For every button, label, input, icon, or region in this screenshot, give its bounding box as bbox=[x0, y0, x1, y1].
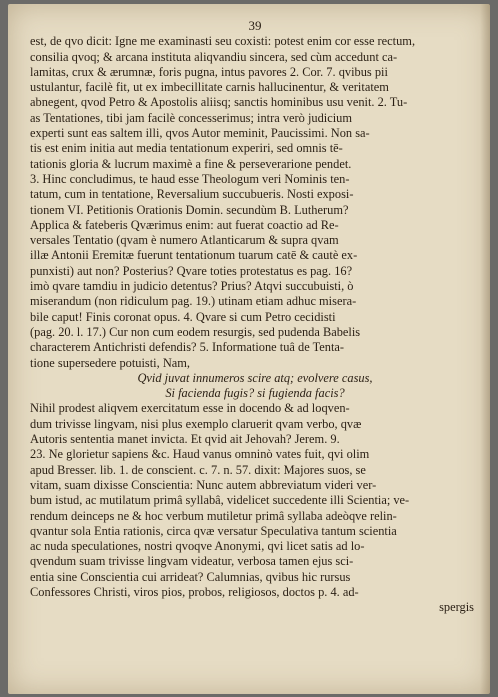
page-text-block bbox=[30, 18, 480, 616]
catchword: spergis bbox=[439, 600, 474, 615]
text-line: illæ Antonii Eremitæ fuerunt tentationum tuarum catē & cautè ex- bbox=[30, 248, 358, 263]
text-line: Si facienda fugis? si fugienda facis? bbox=[165, 386, 345, 401]
text-line: entia sine Conscientia cui arrideat? Calumnias, qvibus hic rursus bbox=[30, 569, 351, 584]
page-number: 39 bbox=[248, 18, 262, 33]
text-line: bile caput! Finis coronat opus. 4. Qvare si cum Petro cecidisti bbox=[30, 309, 336, 324]
book-page bbox=[8, 4, 490, 694]
text-line: ac nuda speculationes, nostri qvoqve Anonymi, qvi licet satis ad lo- bbox=[30, 539, 365, 554]
text-line: Qvid juvat innumeros scire atq; evolvere casus, bbox=[137, 370, 373, 385]
text-line: rendum deinceps ne & hoc verbum mutiletur primâ syllaba adeòqve relin- bbox=[30, 508, 397, 523]
text-line: 3. Hinc concludimus, te haud esse Theologum veri Nominis ten- bbox=[30, 171, 350, 186]
text-line: punxisti) aut non? Posterius? Qvare toties protestatus es pag. 16? bbox=[30, 263, 353, 278]
text-line: experti sunt eas saltem illi, qvos Autor meminit, Paucissimi. Non sa- bbox=[30, 126, 370, 141]
text-line: (pag. 20. l. 17.) Cur non cum eodem resurgis, sed pudenda Babelis bbox=[30, 324, 361, 339]
text-line: apud Bresser. lib. 1. de conscient. c. 7. n. 57. dixit: Majores suos, se bbox=[30, 462, 366, 477]
text-line: characterem Antichristi defendis? 5. Informatione tuâ de Tenta- bbox=[30, 340, 345, 355]
text-line: imò qvare tamdiu in judicio detentus? Prius? Atqvi succubuisti, ò bbox=[30, 279, 354, 294]
text-line: bum istud, ac mutilatum primâ syllabâ, videlicet succedente illi Scientia; ve- bbox=[30, 493, 410, 508]
text-line: dum trivisse lingvam, nisi plus exemplo claruerit qvam verbo, qvæ bbox=[30, 416, 362, 431]
text-line: qvantur sola Entia rationis, circa qvæ versatur Speculativa tantum scientia bbox=[30, 523, 397, 538]
text-line: tis est enim initia aut media tentationum experiri, sed omnis tē- bbox=[30, 141, 343, 156]
body-paragraph-1 bbox=[30, 34, 480, 371]
body-paragraph-2 bbox=[30, 401, 480, 600]
text-line: 23. Ne glorietur sapiens &c. Haud vanus omninò vates fuit, qvi olim bbox=[30, 447, 370, 462]
text-line: Applica & fateberis Qværimus enim: aut fuerat coactio ad Re- bbox=[30, 217, 339, 232]
text-line: qvendum suam trivisse lingvam videatur, verbosa tamen ejus sci- bbox=[30, 554, 354, 569]
text-line: consilia qvoq; & arcana instituta aliqvandiu sincera, sed cùm accedunt ca- bbox=[30, 49, 398, 64]
text-line: tionem VI. Petitionis Orationis Domin. secundùm B. Lutherum? bbox=[30, 202, 349, 217]
verse-quotation bbox=[30, 371, 480, 402]
text-line: vitam, suam dixisse Conscientia: Nunc autem abbreviatum videri ver- bbox=[30, 477, 377, 492]
text-line: abnegent, qvod Petro & Apostolis aliisq; sanctis hominibus usu venit. 2. Tu- bbox=[30, 95, 408, 110]
text-line: ustulantur, facilè fit, ut ex imbecillitate carnis hallucinentur, & veritatem bbox=[30, 80, 389, 95]
text-line: Nihil prodest aliqvem exercitatum esse in docendo & ad loqven- bbox=[30, 401, 350, 416]
text-line: tationis gloria & lucrum maximè a fine & perseverarione pendet. bbox=[30, 156, 352, 171]
text-line: Confessores Christi, viros pios, probos, religiosos, doctos p. 4. ad- bbox=[30, 584, 359, 599]
text-line: est, de qvo dicit: Igne me examinasti seu coxisti: potest enim cor esse rectum, bbox=[30, 34, 416, 49]
text-line: Autoris sententia manet invicta. Et qvid ait Jehovah? Jerem. 9. bbox=[30, 432, 340, 447]
text-line: tatum, cum in tentatione, Reversalium succubueris. Nosti exposi- bbox=[30, 187, 354, 202]
page-edge-shadow bbox=[480, 4, 490, 694]
text-line: versales Tentatio (qvam è numero Atlanticarum & supra qvam bbox=[30, 233, 339, 248]
text-line: as Tentationes, tibi jam facilè concesserimus; intra verò judicium bbox=[30, 110, 352, 125]
text-line: lamitas, crux & ærumnæ, foris pugna, intus pavores 2. Cor. 7. qvibus pii bbox=[30, 64, 388, 79]
text-line: miserandum (non ridiculum pag. 19.) utinam etiam adhuc misera- bbox=[30, 294, 357, 309]
text-line: tione supersedere potuisti, Nam, bbox=[30, 355, 191, 370]
